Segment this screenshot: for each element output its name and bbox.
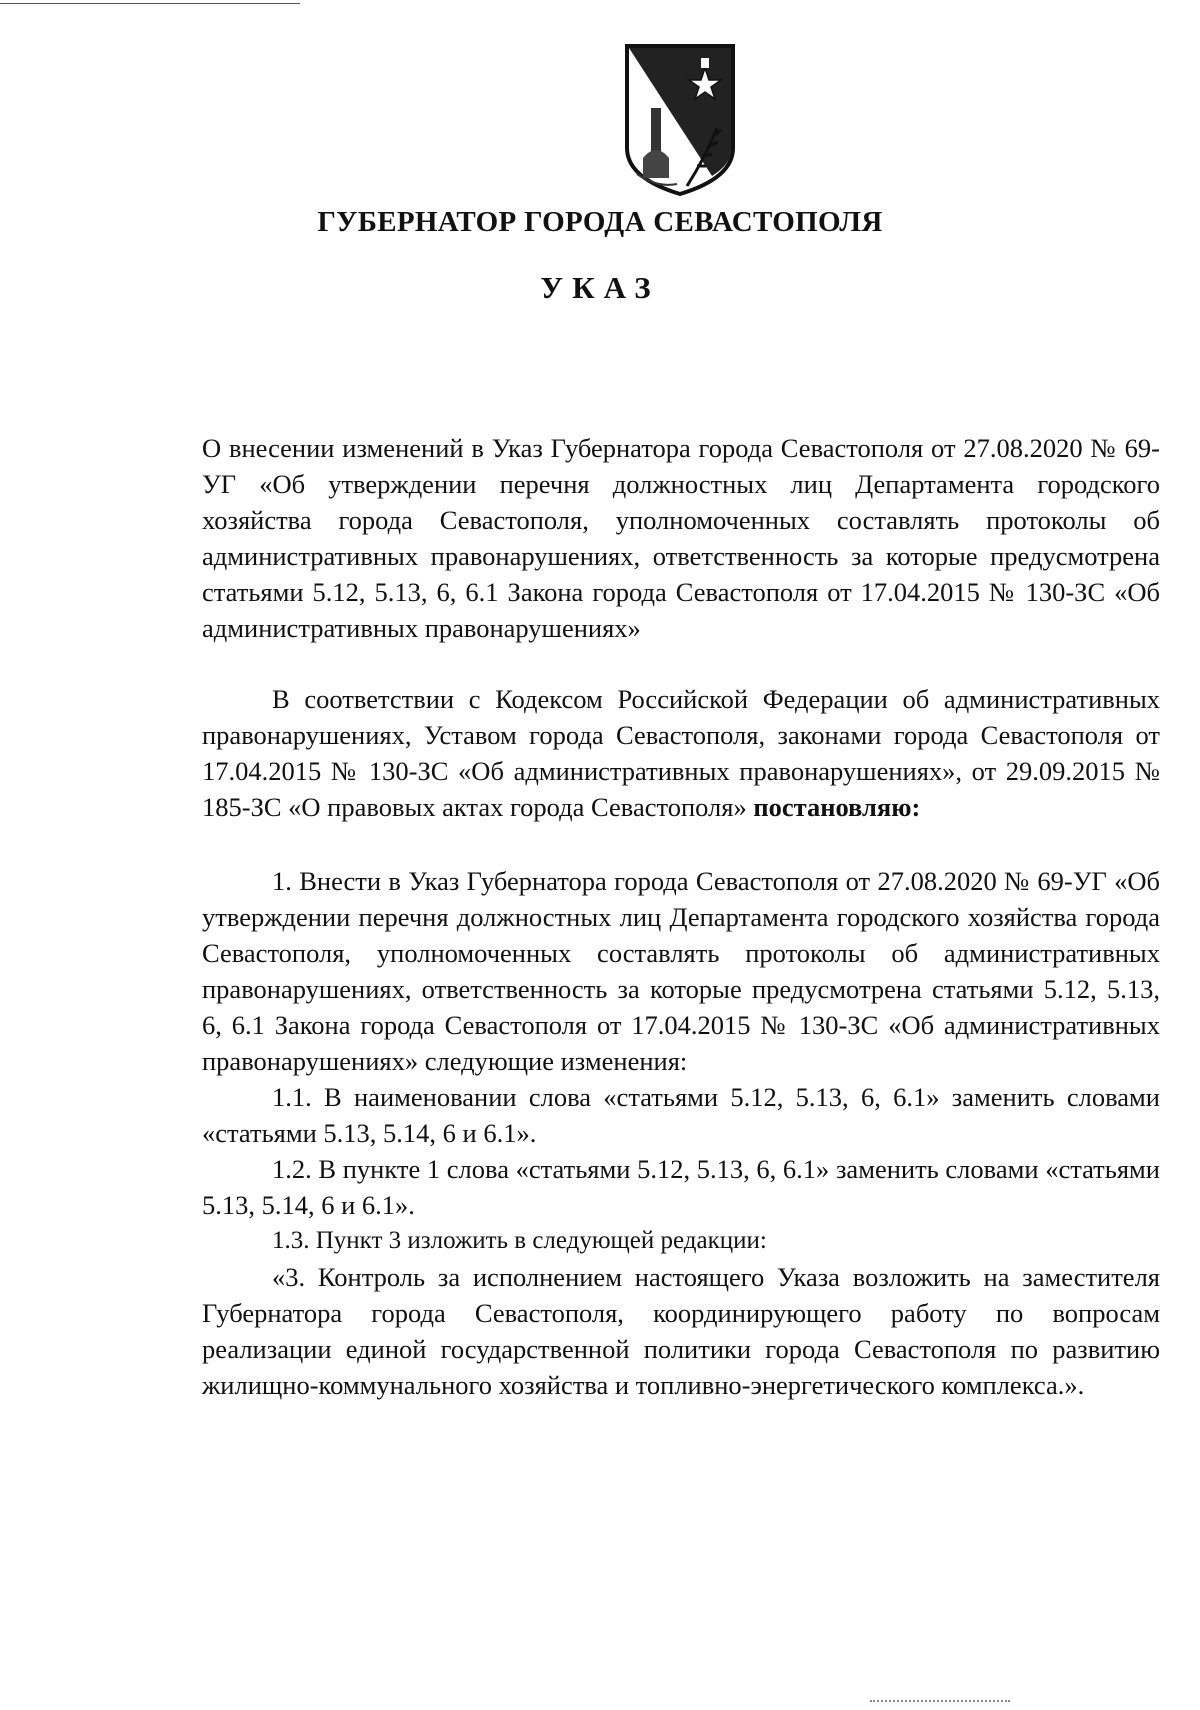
issuing-authority: ГУБЕРНАТОР ГОРОДА СЕВАСТОПОЛЯ bbox=[317, 206, 883, 238]
preamble bbox=[202, 681, 1160, 825]
scan-artifact-dots bbox=[870, 1700, 1010, 1704]
document-type: УКАЗ bbox=[540, 270, 660, 305]
preamble-decree: постановляю: bbox=[753, 792, 921, 822]
document-title: О внесении изменений в Указ Губернатора города Севастополя от 27.08.2020 № 69-УГ «Об утверждении перечня должностных лиц Департамента городского хозяйства города Севастополя, уполномоченных составлять протоколы об административных правонарушениях, ответственность за которые предусмотрена статьями 5.12, 5.13, 6, 6.1 Закона города Севастополя от 17.04.2015 № 130-ЗС «Об административных правонарушениях» bbox=[202, 433, 1160, 643]
item-1: 1. Внести в Указ Губернатора города Севастополя от 27.08.2020 № 69-УГ «Об утверждении перечня должностных лиц Департамента городского хозяйства города Севастополя, уполномоченных составлять протоколы об административных правонарушениях, ответственность за которые предусмотрена статьями 5.12, 5.13, 6, 6.1 Закона города Севастополя от 17.04.2015 № 130-ЗС «Об административных правонарушениях» следующие изменения: bbox=[202, 866, 1160, 1076]
scan-artifact-line bbox=[0, 3, 300, 4]
document-body bbox=[202, 430, 1160, 1403]
item-1-2: 1.2. В пункте 1 слова «статьями 5.12, 5.13, 6, 6.1» заменить словами «статьями 5.13, 5.14, 6 и 6.1». bbox=[202, 1154, 1160, 1220]
coat-of-arms-icon bbox=[617, 38, 743, 198]
item-1-1: 1.1. В наименовании слова «статьями 5.12, 5.13, 6, 6.1» заменить словами «статьями 5.13, 5.14, 6 и 6.1». bbox=[202, 1082, 1160, 1148]
preamble-text: В соответствии с Кодексом Российской Федерации об административных правонарушениях, Уставом города Севастополя, законами города Севастополя от 17.04.2015 № 130-ЗС «Об административных правонарушениях», от 29.09.2015 № 185-ЗС «О правовых актах города Севастополя» bbox=[202, 684, 1160, 822]
item-1-3: 1.3. Пункт 3 изложить в следующей редакции: bbox=[272, 1227, 767, 1254]
item-1-3-text: «3. Контроль за исполнением настоящего Указа возложить на заместителя Губернатора города Севастополя, координирующего работу по вопросам реализации единой государственной политики города Севастополя по развитию жилищно-коммунального хозяйства и топливно-энергетического комплекса.». bbox=[202, 1262, 1160, 1400]
